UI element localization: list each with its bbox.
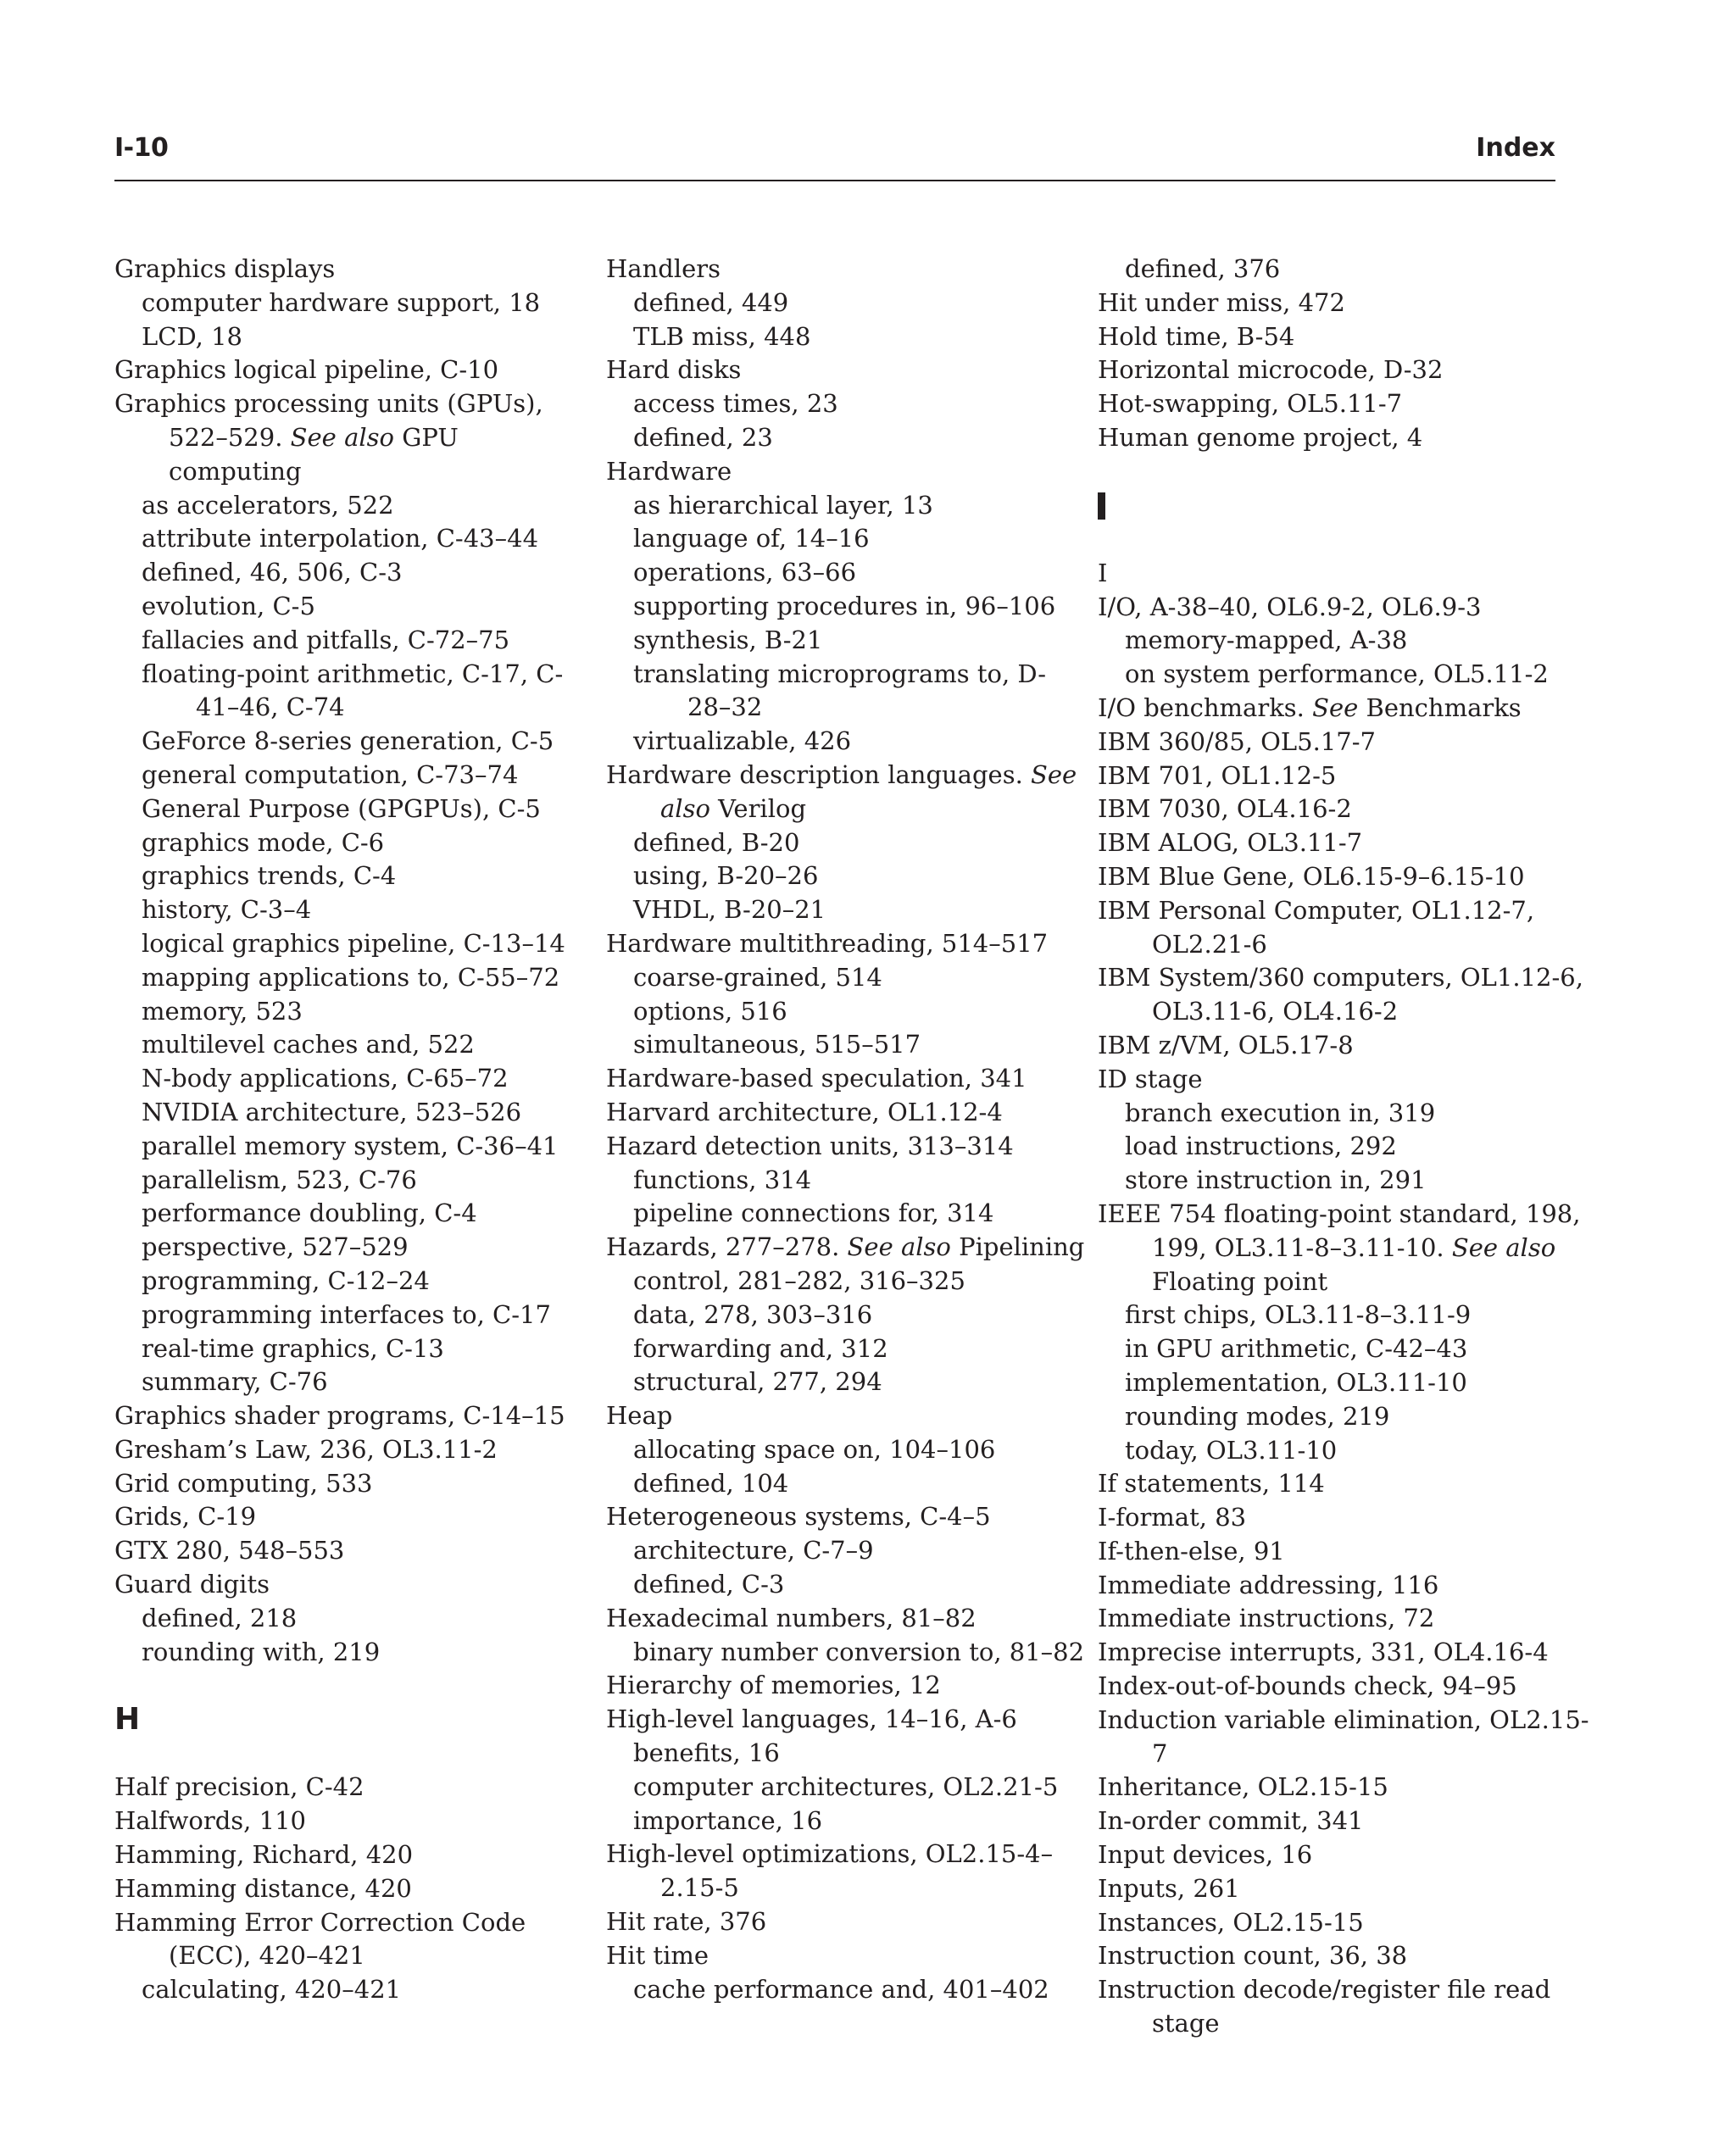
entry-text: calculating, 420–421 bbox=[142, 1975, 402, 2005]
see-also-reference: See also bbox=[1451, 1232, 1556, 1262]
index-subentry bbox=[606, 522, 1089, 556]
entry-text: Immediate instructions, 72 bbox=[1098, 1604, 1435, 1633]
entry-text: using, B-20–26 bbox=[633, 861, 819, 891]
index-subentry bbox=[114, 1062, 598, 1096]
index-subentry bbox=[606, 995, 1089, 1029]
index-subentry bbox=[606, 286, 1089, 320]
entry-text: access times, 23 bbox=[633, 389, 838, 419]
index-entry bbox=[606, 1838, 1089, 1905]
entry-text: graphics mode, C-6 bbox=[142, 827, 385, 857]
entry-text: branch execution in, 319 bbox=[1125, 1098, 1436, 1127]
entry-text: Imprecise interrupts, 331, OL4.16-4 bbox=[1098, 1638, 1549, 1667]
index-subentry bbox=[606, 725, 1089, 759]
index-subentry bbox=[114, 1265, 598, 1299]
entry-text: defined, C-3 bbox=[633, 1570, 785, 1599]
index-subentry bbox=[606, 1028, 1089, 1062]
running-head: Index bbox=[1476, 133, 1555, 163]
index-entry bbox=[606, 353, 1089, 387]
index-subentry bbox=[114, 893, 598, 927]
index-entry bbox=[1098, 1973, 1589, 2041]
index-entry bbox=[606, 253, 1089, 286]
entry-text: parallelism, 523, C-76 bbox=[142, 1165, 417, 1194]
index-entry bbox=[1098, 353, 1589, 387]
entry-text: I bbox=[1098, 558, 1108, 587]
index-entry bbox=[114, 1467, 598, 1501]
entry-text: If statements, 114 bbox=[1098, 1469, 1325, 1499]
index-subentry bbox=[606, 1365, 1089, 1399]
index-subentry bbox=[606, 1737, 1089, 1771]
index-entry bbox=[1098, 421, 1589, 455]
index-subentry bbox=[114, 590, 598, 624]
index-entry bbox=[114, 1534, 598, 1568]
entry-text: High-level languages, 14–16, A-6 bbox=[606, 1704, 1017, 1734]
entry-text: Hardware bbox=[606, 456, 732, 486]
entry-text: data, 278, 303–316 bbox=[633, 1299, 873, 1329]
entry-text: memory, 523 bbox=[142, 996, 303, 1026]
index-entry bbox=[1098, 894, 1589, 962]
entry-text: defined, 23 bbox=[633, 422, 773, 452]
entry-text: Hot-swapping, OL5.11-7 bbox=[1098, 389, 1403, 419]
entry-text: on system performance, OL5.11-2 bbox=[1125, 659, 1549, 689]
entry-text: Hamming, Richard, 420 bbox=[114, 1840, 414, 1870]
see-also-target: GPU computing bbox=[169, 422, 459, 486]
entry-text: structural, 277, 294 bbox=[633, 1367, 882, 1397]
index-entry bbox=[1098, 792, 1589, 826]
index-subentry bbox=[606, 1164, 1089, 1198]
index-subentry bbox=[114, 826, 598, 860]
entry-text: Heap bbox=[606, 1401, 673, 1431]
index-entry bbox=[1098, 1872, 1589, 1906]
entry-text: binary number conversion to, 81–82 bbox=[633, 1637, 1085, 1666]
index-entry bbox=[606, 1939, 1089, 1973]
index-subentry bbox=[114, 927, 598, 961]
entry-text: Hazards, 277–278. bbox=[606, 1232, 840, 1262]
index-entry bbox=[1098, 1602, 1589, 1636]
entry-text: defined, 218 bbox=[142, 1603, 298, 1632]
index-subentry bbox=[114, 1130, 598, 1164]
index-subentry bbox=[1098, 1130, 1589, 1164]
entry-text: VHDL, B-20–21 bbox=[633, 895, 826, 925]
index-subentry bbox=[606, 961, 1089, 995]
entry-text: defined, B-20 bbox=[633, 827, 800, 857]
entry-text: Hit rate, 376 bbox=[606, 1907, 767, 1937]
index-entry bbox=[1098, 557, 1589, 591]
entry-text: If-then-else, 91 bbox=[1098, 1536, 1285, 1565]
entry-text: allocating space on, 104–106 bbox=[633, 1434, 996, 1464]
index-subentry bbox=[1098, 1097, 1589, 1131]
index-subentry bbox=[114, 1365, 598, 1399]
entry-text: Half precision, C-42 bbox=[114, 1772, 364, 1802]
see-also-reference: See bbox=[1312, 692, 1359, 722]
entry-text: logical graphics pipeline, C-13–14 bbox=[142, 928, 565, 958]
index-subentry bbox=[114, 859, 598, 893]
index-entry bbox=[606, 1130, 1089, 1164]
index-entry bbox=[114, 1805, 598, 1838]
entry-text: benefits, 16 bbox=[633, 1738, 780, 1768]
entry-text: Gresham’s Law, 236, OL3.11-2 bbox=[114, 1434, 498, 1464]
entry-text: real-time graphics, C-13 bbox=[142, 1333, 444, 1363]
entry-text: IBM 360/85, OL5.17-7 bbox=[1098, 726, 1376, 756]
entry-text: Graphics displays bbox=[114, 254, 336, 283]
entry-text: importance, 16 bbox=[633, 1805, 823, 1835]
index-subentry bbox=[114, 1602, 598, 1636]
index-entry bbox=[606, 1399, 1089, 1433]
index-subentry bbox=[1098, 1164, 1589, 1198]
index-entry bbox=[1098, 286, 1589, 320]
entry-text: In-order commit, 341 bbox=[1098, 1806, 1364, 1836]
index-entry bbox=[114, 1838, 598, 1872]
entry-text: Hazard detection units, 313–314 bbox=[606, 1131, 1014, 1160]
index-subentry bbox=[114, 286, 598, 320]
entry-text: programming, C-12–24 bbox=[142, 1265, 430, 1295]
entry-text: supporting procedures in, 96–106 bbox=[633, 591, 1056, 620]
index-subentry bbox=[114, 658, 598, 726]
index-column-1 bbox=[114, 253, 598, 2007]
index-entry bbox=[606, 1703, 1089, 1737]
index-entry bbox=[1098, 692, 1589, 726]
entry-text: defined, 449 bbox=[633, 287, 789, 317]
entry-text: general computation, C-73–74 bbox=[142, 759, 519, 789]
index-subentry bbox=[114, 1332, 598, 1366]
index-entry bbox=[1098, 1771, 1589, 1805]
index-subentry bbox=[114, 320, 598, 354]
entry-text: IBM Personal Computer, OL1.12-7, OL2.21-6 bbox=[1098, 895, 1535, 959]
entry-text: Hard disks bbox=[606, 355, 742, 385]
entry-text: Grid computing, 533 bbox=[114, 1468, 373, 1498]
header-rule bbox=[114, 180, 1555, 181]
entry-text: IBM ALOG, OL3.11-7 bbox=[1098, 828, 1363, 858]
index-entry bbox=[1098, 1569, 1589, 1603]
entry-text: NVIDIA architecture, 523–526 bbox=[142, 1097, 522, 1126]
index-entry bbox=[606, 1905, 1089, 1939]
entry-text: multilevel caches and, 522 bbox=[142, 1030, 475, 1059]
entry-text: Heterogeneous systems, C-4–5 bbox=[606, 1502, 991, 1532]
index-subentry bbox=[114, 489, 598, 523]
entry-text: GTX 280, 548–553 bbox=[114, 1536, 345, 1565]
entry-text: Hierarchy of memories, 12 bbox=[606, 1671, 941, 1700]
entry-text: defined, 104 bbox=[633, 1468, 789, 1498]
entry-text: Harvard architecture, OL1.12-4 bbox=[606, 1097, 1003, 1126]
index-entry bbox=[1098, 1467, 1589, 1501]
index-subentry bbox=[606, 624, 1089, 658]
entry-text: TLB miss, 448 bbox=[633, 321, 811, 351]
index-subentry bbox=[606, 826, 1089, 860]
entry-text: floating-point arithmetic, C-17, C-41–46, C-74 bbox=[142, 659, 564, 722]
index-entry bbox=[1098, 387, 1589, 421]
entry-text: history, C-3–4 bbox=[142, 895, 312, 925]
index-subentry bbox=[114, 624, 598, 658]
see-also-target: Verilog bbox=[709, 793, 807, 823]
index-subentry bbox=[1098, 1400, 1589, 1434]
page-number: I-10 bbox=[114, 133, 169, 163]
index-subentry bbox=[114, 1973, 598, 2007]
index-subentry bbox=[606, 1636, 1089, 1670]
entry-text: Hamming Error Correction Code (ECC), 420–421 bbox=[114, 1907, 526, 1971]
index-subentry bbox=[606, 320, 1089, 354]
entry-text: Graphics logical pipeline, C-10 bbox=[114, 355, 499, 385]
index-entry bbox=[114, 353, 598, 387]
index-entry bbox=[1098, 1063, 1589, 1097]
index-entry bbox=[1098, 1838, 1589, 1872]
entry-text: in GPU arithmetic, C-42–43 bbox=[1125, 1334, 1468, 1364]
entry-text: summary, C-76 bbox=[142, 1367, 328, 1397]
index-entry bbox=[114, 1433, 598, 1467]
index-subentry bbox=[114, 792, 598, 826]
entry-text: parallel memory system, C-36–41 bbox=[142, 1131, 559, 1160]
index-subentry bbox=[1098, 253, 1589, 286]
entry-text: Grids, C-19 bbox=[114, 1502, 257, 1532]
entry-text: pipeline connections for, 314 bbox=[633, 1198, 994, 1228]
entry-text: control, 281–282, 316–325 bbox=[633, 1265, 965, 1295]
index-subentry bbox=[1098, 624, 1589, 658]
entry-text: memory-mapped, A-38 bbox=[1125, 626, 1408, 655]
entry-text: options, 516 bbox=[633, 996, 787, 1026]
index-subentry bbox=[114, 725, 598, 759]
entry-text: functions, 314 bbox=[633, 1165, 812, 1194]
index-entry bbox=[606, 1500, 1089, 1534]
index-subentry bbox=[1098, 1366, 1589, 1400]
index-subentry bbox=[114, 1636, 598, 1670]
index-subentry bbox=[606, 1534, 1089, 1568]
entry-text: GeForce 8-series generation, C-5 bbox=[142, 726, 554, 756]
index-entry bbox=[1098, 961, 1589, 1029]
index-subentry bbox=[606, 1467, 1089, 1501]
index-entry bbox=[114, 1500, 598, 1534]
index-subentry bbox=[114, 1164, 598, 1198]
index-entry bbox=[114, 1399, 598, 1433]
entry-text: coarse-grained, 514 bbox=[633, 962, 882, 992]
index-subentry bbox=[1098, 658, 1589, 692]
entry-text: defined, 46, 506, C-3 bbox=[142, 558, 403, 587]
entry-text: attribute interpolation, C-43–44 bbox=[142, 524, 539, 553]
index-column-3 bbox=[1098, 253, 1589, 2041]
index-subentry bbox=[1098, 1332, 1589, 1366]
entry-text: as hierarchical layer, 13 bbox=[633, 490, 933, 520]
entry-text: IBM 701, OL1.12-5 bbox=[1098, 760, 1337, 790]
entry-text: General Purpose (GPGPUs), C-5 bbox=[142, 793, 541, 823]
entry-text: load instructions, 292 bbox=[1125, 1132, 1397, 1161]
index-entry bbox=[1098, 860, 1589, 894]
entry-text: graphics trends, C-4 bbox=[142, 861, 397, 891]
index-subentry bbox=[606, 859, 1089, 893]
index-entry bbox=[114, 1568, 598, 1602]
index-subentry bbox=[114, 556, 598, 590]
index-entry bbox=[1098, 1805, 1589, 1838]
index-subentry bbox=[606, 590, 1089, 624]
page-header bbox=[114, 127, 1555, 178]
index-subentry bbox=[114, 522, 598, 556]
entry-text: I/O, A-38–40, OL6.9-2, OL6.9-3 bbox=[1098, 592, 1482, 621]
index-subentry bbox=[1098, 1434, 1589, 1468]
see-also-target: Pipelining bbox=[950, 1232, 1085, 1262]
entry-text: perspective, 527–529 bbox=[142, 1232, 409, 1262]
entry-text: I/O benchmarks. bbox=[1098, 692, 1305, 722]
entry-text: IBM Blue Gene, OL6.15-9–6.15-10 bbox=[1098, 861, 1525, 891]
entry-text: Instruction count, 36, 38 bbox=[1098, 1941, 1408, 1971]
index-subentry bbox=[606, 387, 1089, 421]
entry-text: Input devices, 16 bbox=[1098, 1840, 1313, 1870]
entry-text: implementation, OL3.11-10 bbox=[1125, 1367, 1467, 1397]
entry-text: mapping applications to, C-55–72 bbox=[142, 962, 560, 992]
index-entry bbox=[606, 1231, 1089, 1265]
index-entry bbox=[1098, 1704, 1589, 1771]
entry-text: translating microprograms to, D-28–32 bbox=[633, 659, 1046, 722]
entry-text: Inputs, 261 bbox=[1098, 1873, 1240, 1903]
index-entry bbox=[606, 1096, 1089, 1130]
index-subentry bbox=[606, 1973, 1089, 2007]
index-subentry bbox=[606, 1568, 1089, 1602]
entry-text: I-format, 83 bbox=[1098, 1503, 1247, 1532]
entry-text: Hit time bbox=[606, 1940, 709, 1970]
index-subentry bbox=[606, 556, 1089, 590]
index-entry bbox=[1098, 826, 1589, 860]
index-subentry bbox=[606, 893, 1089, 927]
see-also-reference: See also bbox=[290, 422, 394, 452]
entry-text: IBM z/VM, OL5.17-8 bbox=[1098, 1030, 1354, 1059]
index-entry bbox=[1098, 1670, 1589, 1704]
entry-text: virtualizable, 426 bbox=[633, 726, 852, 756]
index-subentry bbox=[114, 1197, 598, 1231]
index-entry bbox=[114, 387, 598, 488]
index-entry bbox=[1098, 1501, 1589, 1535]
entry-text: High-level optimizations, OL2.15-4–2.15-5 bbox=[606, 1839, 1054, 1903]
index-subentry bbox=[606, 1197, 1089, 1231]
entry-text: synthesis, B-21 bbox=[633, 625, 823, 654]
index-entry bbox=[1098, 591, 1589, 625]
index-entry bbox=[1098, 1029, 1589, 1063]
entry-text: Handlers bbox=[606, 254, 721, 283]
index-entry bbox=[114, 1906, 598, 1974]
index-entry bbox=[606, 759, 1089, 826]
index-subentry bbox=[606, 1805, 1089, 1838]
entry-text: programming interfaces to, C-17 bbox=[142, 1299, 551, 1329]
index-subentry bbox=[114, 759, 598, 792]
index-subentry bbox=[606, 489, 1089, 523]
see-also-target: Floating point bbox=[1152, 1266, 1328, 1296]
entry-text: ID stage bbox=[1098, 1064, 1203, 1093]
see-also-reference: See also bbox=[847, 1232, 951, 1262]
index-subentry bbox=[606, 1771, 1089, 1805]
index-entry bbox=[1098, 320, 1589, 354]
entry-text: fallacies and pitfalls, C-72–75 bbox=[142, 625, 510, 654]
entry-text: Induction variable elimination, OL2.15-7 bbox=[1098, 1704, 1589, 1768]
index-entry bbox=[1098, 759, 1589, 793]
entry-text: rounding with, 219 bbox=[142, 1637, 381, 1666]
entry-text: rounding modes, 219 bbox=[1125, 1401, 1390, 1431]
index-subentry bbox=[114, 1096, 598, 1130]
entry-text: operations, 63–66 bbox=[633, 558, 857, 587]
index-column-2 bbox=[606, 253, 1089, 2006]
section-letter: H bbox=[114, 1702, 141, 1738]
entry-text: IBM 7030, OL4.16-2 bbox=[1098, 794, 1352, 824]
entry-text: Immediate addressing, 116 bbox=[1098, 1570, 1439, 1599]
entry-text: as accelerators, 522 bbox=[142, 490, 394, 520]
entry-text: Hardware multithreading, 514–517 bbox=[606, 928, 1049, 958]
index-subentry bbox=[606, 1433, 1089, 1467]
index-entry bbox=[606, 455, 1089, 489]
index-entry bbox=[114, 1872, 598, 1906]
entry-text: today, OL3.11-10 bbox=[1125, 1435, 1338, 1465]
entry-text: simultaneous, 515–517 bbox=[633, 1030, 921, 1059]
entry-text: forwarding and, 312 bbox=[633, 1333, 888, 1363]
entry-text: performance doubling, C-4 bbox=[142, 1198, 477, 1228]
entry-text: cache performance and, 401–402 bbox=[633, 1974, 1049, 2004]
index-entry bbox=[1098, 1198, 1589, 1299]
index-subentry bbox=[114, 1028, 598, 1062]
index-subentry bbox=[606, 1299, 1089, 1332]
entry-text: Hexadecimal numbers, 81–82 bbox=[606, 1603, 976, 1632]
entry-text: Hamming distance, 420 bbox=[114, 1873, 412, 1903]
index-entry bbox=[114, 1771, 598, 1805]
index-entry bbox=[606, 1062, 1089, 1096]
entry-text: first chips, OL3.11-8–3.11-9 bbox=[1125, 1300, 1472, 1330]
entry-text: architecture, C-7–9 bbox=[633, 1536, 874, 1565]
entry-text: Inheritance, OL2.15-15 bbox=[1098, 1772, 1388, 1802]
entry-text: Hit under miss, 472 bbox=[1098, 287, 1345, 317]
index-entry bbox=[606, 1669, 1089, 1703]
entry-text: IBM System/360 computers, OL1.12-6, OL3.11-6, OL4.16-2 bbox=[1098, 963, 1583, 1026]
entry-text: Hardware description languages. bbox=[606, 759, 1023, 789]
index-subentry bbox=[114, 1299, 598, 1332]
index-entry bbox=[1098, 1535, 1589, 1569]
entry-text: Instances, OL2.15-15 bbox=[1098, 1907, 1364, 1937]
index-entry bbox=[606, 1602, 1089, 1636]
index-entry bbox=[1098, 1939, 1589, 1973]
entry-text: Hardware-based speculation, 341 bbox=[606, 1064, 1027, 1093]
index-subentry bbox=[606, 1265, 1089, 1299]
entry-text: Halfwords, 110 bbox=[114, 1806, 306, 1836]
entry-text: LCD, 18 bbox=[142, 321, 243, 351]
index-subentry bbox=[114, 961, 598, 995]
entry-text: computer hardware support, 18 bbox=[142, 287, 541, 317]
index-subentry bbox=[606, 421, 1089, 455]
entry-text: defined, 376 bbox=[1125, 254, 1281, 283]
entry-text: IEEE 754 floating-point standard, 198, 199, OL3.11-8–3.11-10. bbox=[1098, 1198, 1581, 1262]
entry-text: Horizontal microcode, D-32 bbox=[1098, 355, 1444, 385]
entry-text: Graphics processing units (GPUs), 522–529. bbox=[114, 389, 543, 452]
entry-text: Instruction decode/register file read stage bbox=[1098, 1975, 1551, 2038]
entry-text: language of, 14–16 bbox=[633, 524, 870, 553]
section-letter-bar bbox=[1098, 492, 1105, 520]
index-entry bbox=[606, 927, 1089, 961]
index-subentry bbox=[1098, 1299, 1589, 1332]
entry-text: Hold time, B-54 bbox=[1098, 321, 1295, 351]
entry-text: computer architectures, OL2.21-5 bbox=[633, 1771, 1059, 1801]
entry-text: evolution, C-5 bbox=[142, 591, 315, 620]
entry-text: Index-out-of-bounds check, 94–95 bbox=[1098, 1671, 1517, 1701]
entry-text: store instruction in, 291 bbox=[1125, 1165, 1427, 1195]
entry-text: Guard digits bbox=[114, 1570, 270, 1599]
see-also-target: Benchmarks bbox=[1358, 692, 1522, 722]
entry-text: Human genome project, 4 bbox=[1098, 422, 1423, 452]
index-entry bbox=[1098, 1906, 1589, 1940]
see-also-reference: See also bbox=[660, 759, 1077, 823]
index-subentry bbox=[606, 1332, 1089, 1366]
index-subentry bbox=[114, 995, 598, 1029]
entry-text: Graphics shader programs, C-14–15 bbox=[114, 1401, 565, 1431]
index-entry bbox=[1098, 1636, 1589, 1670]
index-subentry bbox=[114, 1231, 598, 1265]
entry-text: N-body applications, C-65–72 bbox=[142, 1064, 509, 1093]
index-entry bbox=[114, 253, 598, 286]
index-subentry bbox=[606, 658, 1089, 726]
index-entry bbox=[1098, 726, 1589, 759]
